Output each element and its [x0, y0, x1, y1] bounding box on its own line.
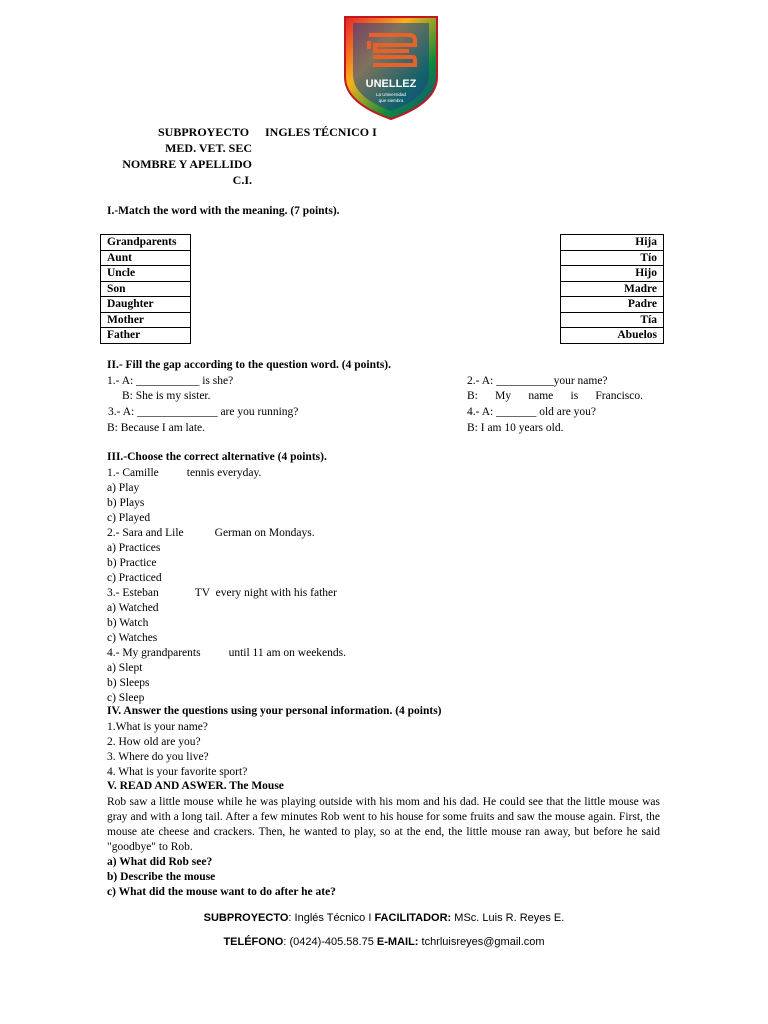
section4-title: IV. Answer the questions using your personal information. (4 points): [107, 705, 442, 717]
s3-stem-subject: 1.- Camille: [107, 467, 159, 479]
footer-fac-label: FACILITADOR:: [374, 912, 452, 924]
q1-answer: B: She is my sister.: [122, 390, 211, 402]
vocab-right-item: Abuelos: [561, 328, 664, 344]
footer-line-1: [0, 912, 768, 924]
unellez-logo: [343, 15, 439, 121]
s3-option: a) Slept: [107, 662, 143, 674]
s3-stem-3: [107, 586, 507, 601]
s3-stem-rest: German on Mondays.: [214, 527, 315, 539]
s3-option: b) Watch: [107, 617, 149, 629]
vocab-left-item: Uncle: [101, 266, 191, 282]
s5-question: b) Describe the mouse: [107, 871, 216, 883]
s3-stem-4: [107, 646, 507, 661]
header-med: MED. VET. SEC: [165, 141, 252, 155]
section5-title: V. READ AND ASWER. The Mouse: [107, 780, 284, 792]
vocab-right-item: Madre: [561, 281, 664, 297]
vocab-right-item: Padre: [561, 297, 664, 313]
footer-sub-value: : Inglés Técnico I: [288, 912, 375, 924]
vocab-right-item: Tía: [561, 312, 664, 328]
footer-fac-value: MSc. Luis R. Reyes E.: [451, 912, 565, 924]
section5-questions: [107, 855, 336, 900]
s3-stem-rest: TV every night with his father: [194, 587, 337, 599]
s3-option: c) Sleep: [107, 692, 145, 704]
svg-text:que siembra: que siembra: [378, 98, 404, 103]
header-subproyecto-value: INGLES TÉCNICO I: [265, 125, 377, 139]
s3-option: c) Watches: [107, 632, 158, 644]
s3-option: b) Sleeps: [107, 677, 150, 689]
s4-question: 1.What is your name?: [107, 721, 208, 733]
svg-text:UNELLEZ: UNELLEZ: [365, 78, 417, 90]
vocab-table-right: [560, 234, 664, 344]
s5-question: a) What did Rob see?: [107, 856, 213, 868]
section3-list: [107, 466, 507, 706]
q4-answer: B: I am 10 years old.: [467, 422, 564, 434]
s3-option: b) Practice: [107, 557, 157, 569]
footer-mail-value: tchrluisreyes@gmail.com: [418, 936, 545, 948]
s3-option: b) Plays: [107, 497, 145, 509]
header-ci: C.I.: [232, 173, 252, 187]
q3-question: 3.- A: ______________ are you running?: [108, 406, 299, 418]
s3-stem-subject: 2.- Sara and Lile: [107, 527, 184, 539]
s3-option: c) Played: [107, 512, 151, 524]
footer-sub-label: SUBPROYECTO: [203, 912, 289, 924]
header-subproyecto-label: SUBPROYECTO: [158, 125, 250, 139]
s3-option: c) Practiced: [107, 572, 162, 584]
vocab-right-item: Hijo: [561, 266, 664, 282]
s3-stem-subject: 3.- Esteban: [107, 587, 159, 599]
s3-stem-2: [107, 526, 507, 541]
s4-question: 2. How old are you?: [107, 736, 201, 748]
section1-title: I.-Match the word with the meaning. (7 points).: [107, 205, 340, 217]
vocab-right-item: Hija: [561, 235, 664, 251]
section2-title: II.- Fill the gap according to the question word. (4 points).: [107, 359, 391, 371]
vocab-left-item: Father: [101, 328, 191, 344]
s3-option: a) Watched: [107, 602, 159, 614]
vocab-left-item: Grandparents: [101, 235, 191, 251]
reading-paragraph: Rob saw a little mouse while he was playing outside with his mom and his dad. He could see that the little mouse was gray and with a long tail. After a few minutes Rob went to his house for some fruits and saw the mouse again. First, the mouse ate cheese and crackers. Then, he wanted to play, so at the end, the little mouse ran away, but before he said "goodbye" to Rob.: [107, 796, 660, 853]
s5-question: c) What did the mouse want to do after he ate?: [107, 886, 336, 898]
header-nombre: NOMBRE Y APELLIDO: [122, 157, 252, 171]
vocab-left-item: Mother: [101, 312, 191, 328]
vocab-left-item: Daughter: [101, 297, 191, 313]
footer-line-2: [0, 936, 768, 948]
q4-question: 4.- A: _______ old are you?: [467, 406, 597, 418]
q2-answer: B: My name is Francisco.: [467, 390, 643, 402]
s3-stem-rest: until 11 am on weekends.: [228, 647, 347, 659]
svg-text:La Universidad: La Universidad: [375, 92, 407, 97]
vocab-left-item: Son: [101, 281, 191, 297]
q3-answer: B: Because I am late.: [107, 422, 206, 434]
s3-stem-rest: tennis everyday.: [186, 467, 262, 479]
vocab-left-item: Aunt: [101, 250, 191, 266]
section4-list: [107, 720, 247, 780]
s4-question: 3. Where do you live?: [107, 751, 209, 763]
s3-stem-subject: 4.- My grandparents: [107, 647, 201, 659]
s3-option: a) Practices: [107, 542, 161, 554]
footer-tel-label: TELÉFONO: [223, 936, 284, 948]
s4-question: 4. What is your favorite sport?: [107, 766, 248, 778]
section3-title: III.-Choose the correct alternative (4 points).: [107, 451, 327, 463]
q1-question: 1.- A: ___________ is she?: [107, 375, 234, 387]
s3-option: a) Play: [107, 482, 140, 494]
vocab-table-left: [100, 234, 191, 344]
s3-stem-1: [107, 466, 507, 481]
footer-mail-label: E-MAIL:: [376, 936, 419, 948]
vocab-right-item: Tío: [561, 250, 664, 266]
q2-question: 2.- A: __________your name?: [467, 375, 608, 387]
footer-tel-value: : (0424)-405.58.75: [283, 936, 377, 948]
